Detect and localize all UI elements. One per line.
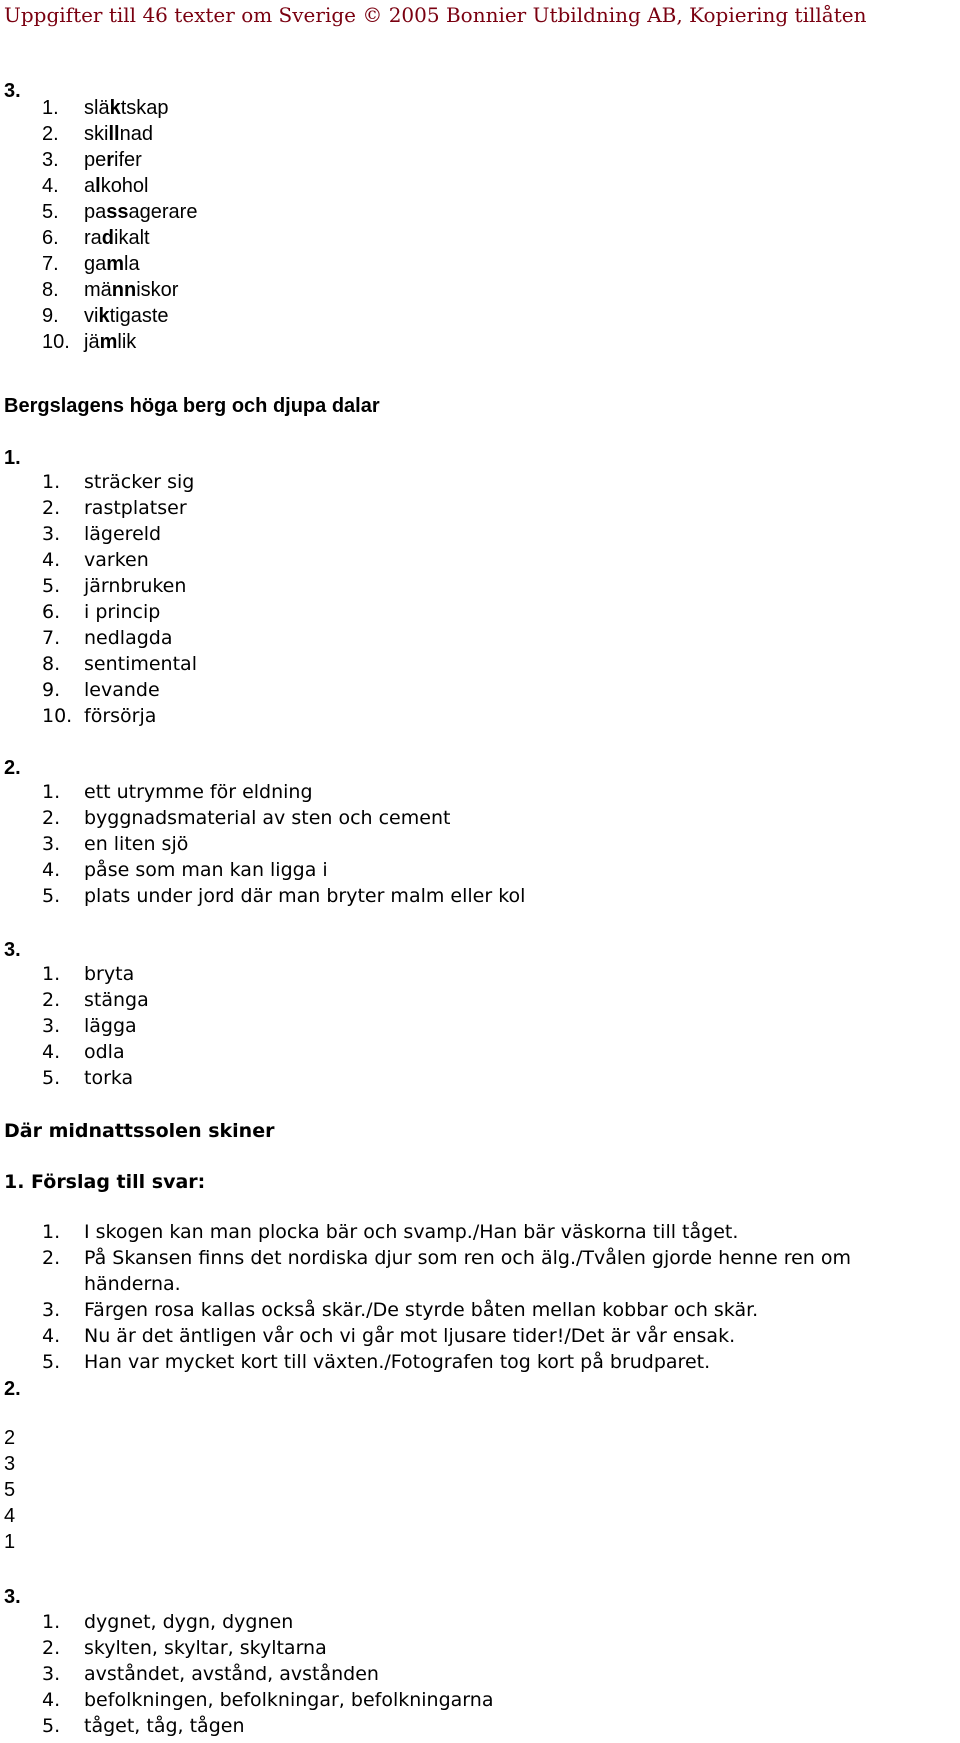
s2-q2-item: 2. byggnadsmaterial av sten och cement xyxy=(42,807,451,829)
s3-q1-item: 2. På Skansen finns det nordiska djur som ren och älg./Tvålen gjorde henne ren om xyxy=(42,1247,851,1269)
s3-q2-list xyxy=(4,1425,15,1555)
s2-q1-item: 8. sentimental xyxy=(42,653,197,675)
s2-q3-item: 4. odla xyxy=(42,1041,125,1063)
s2-title: Bergslagens höga berg och djupa dalar xyxy=(4,395,380,417)
s3-title: Där midnattssolen skiner xyxy=(4,1120,275,1142)
s3-q1-item: 3. Färgen rosa kallas också skär./De styrde båten mellan kobbar och skär. xyxy=(42,1299,759,1321)
s1-heading: 3. xyxy=(4,80,21,102)
s2-q1-item: 10. försörja xyxy=(42,705,157,727)
s2-q2-list xyxy=(42,779,525,909)
s2-q1-item: 7. nedlagda xyxy=(42,627,173,649)
s3-q1-item: händerna. xyxy=(84,1273,181,1295)
s3-q3-heading: 3. xyxy=(4,1586,21,1608)
s3-q3-item: 3. avståndet, avstånd, avstånden xyxy=(42,1663,379,1685)
s2-q2-item: 1. ett utrymme för eldning xyxy=(42,781,313,803)
s3-q3-item: 4. befolkningen, befolkningar, befolkningarna xyxy=(42,1689,494,1711)
banner-text: Uppgifter till 46 texter om Sverige © 2005 Bonnier Utbildning AB, Kopiering tillåten xyxy=(4,3,867,27)
s3-q3-item: 5. tåget, tåg, tågen xyxy=(42,1715,245,1737)
s1-list xyxy=(42,95,197,355)
s1-item: 4. alkohol xyxy=(42,175,149,197)
s2-q1-item: 3. lägereld xyxy=(42,523,162,545)
s3-q2-value: 3 xyxy=(4,1453,16,1475)
s2-q1-heading: 1. xyxy=(4,447,21,469)
s3-q2-value: 4 xyxy=(4,1505,16,1527)
s3-q3-item: 2. skylten, skyltar, skyltarna xyxy=(42,1637,327,1659)
s2-q2-item: 3. en liten sjö xyxy=(42,833,189,855)
s1-item: 10. jämlik xyxy=(42,331,137,353)
s3-q1-item: 1. I skogen kan man plocka bär och svamp./Han bär väskorna till tåget. xyxy=(42,1221,739,1243)
copyright-banner xyxy=(0,0,960,31)
s2-q3-item: 3. lägga xyxy=(42,1015,137,1037)
s2-q1-item: 6. i princip xyxy=(42,601,161,623)
s1-item: 6. radikalt xyxy=(42,227,150,249)
s1-item: 5. passagerare xyxy=(42,201,198,223)
s3-q2-value: 1 xyxy=(4,1531,16,1553)
s3-q1-item: 4. Nu är det äntligen vår och vi går mot ljusare tider!/Det är vår ensak. xyxy=(42,1325,736,1347)
s1-item: 9. viktigaste xyxy=(42,305,169,327)
s3-q2-value: 5 xyxy=(4,1479,16,1501)
s2-q1-list xyxy=(42,469,197,729)
s2-q3-item: 2. stänga xyxy=(42,989,149,1011)
s1-item: 2. skillnad xyxy=(42,123,153,145)
s1-item: 7. gamla xyxy=(42,253,140,275)
s2-q1-item: 9. levande xyxy=(42,679,160,701)
s2-q3-item: 5. torka xyxy=(42,1067,134,1089)
s1-item: 1. släktskap xyxy=(42,97,169,119)
s2-q2-item: 5. plats under jord där man bryter malm eller kol xyxy=(42,885,526,907)
s2-q1-item: 1. sträcker sig xyxy=(42,471,195,493)
s3-q2-heading: 2. xyxy=(4,1378,21,1400)
s3-q2-value: 2 xyxy=(4,1427,16,1449)
s2-q2-heading: 2. xyxy=(4,757,21,779)
s2-q2-item: 4. påse som man kan ligga i xyxy=(42,859,328,881)
s3-q1-item: 5. Han var mycket kort till växten./Fotografen tog kort på brudparet. xyxy=(42,1351,711,1373)
s3-q3-list xyxy=(42,1609,493,1739)
s2-q3-heading: 3. xyxy=(4,939,21,961)
s2-q1-item: 2. rastplatser xyxy=(42,497,187,519)
s2-q3-list xyxy=(42,961,149,1091)
s2-q1-item: 4. varken xyxy=(42,549,149,571)
s2-q1-item: 5. järnbruken xyxy=(42,575,187,597)
s2-q3-item: 1. bryta xyxy=(42,963,135,985)
s1-item: 8. människor xyxy=(42,279,179,301)
s3-q3-item: 1. dygnet, dygn, dygnen xyxy=(42,1611,294,1633)
s3-q1-heading: 1. Förslag till svar: xyxy=(4,1171,206,1193)
s3-q1-list xyxy=(42,1219,851,1375)
s1-item: 3. perifer xyxy=(42,149,142,171)
